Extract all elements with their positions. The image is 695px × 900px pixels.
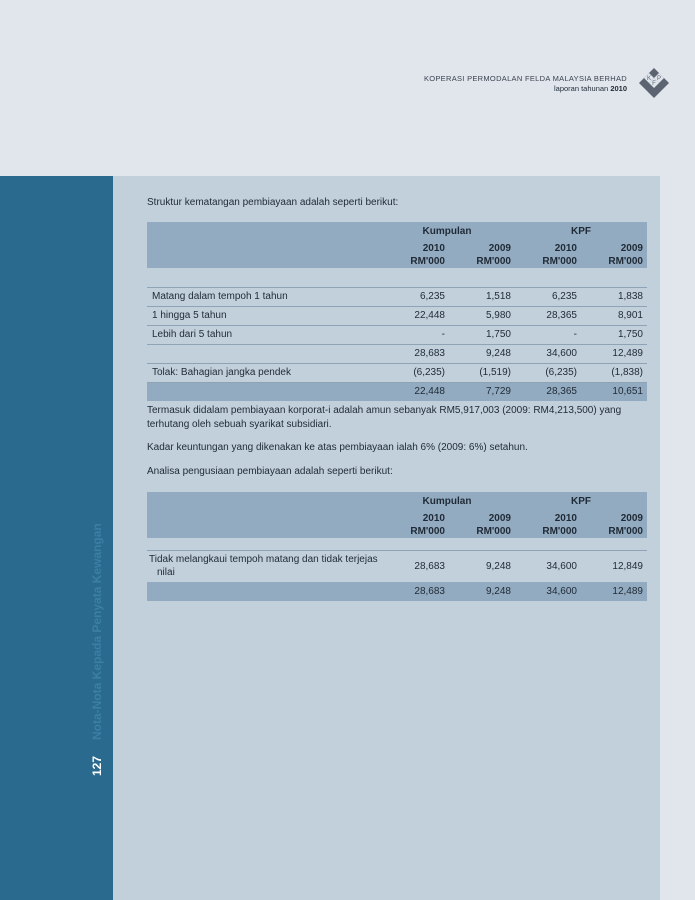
group-kumpulan: Kumpulan bbox=[379, 222, 515, 241]
table-group-header bbox=[147, 222, 647, 241]
column-header: 2010 RM'000 bbox=[515, 511, 581, 538]
group-kumpulan: Kumpulan bbox=[379, 492, 515, 511]
kpf-logo-icon bbox=[638, 67, 670, 99]
table-row: Matang dalam tempoh 1 tahun 6,235 1,518 6,235 1,838 bbox=[147, 287, 647, 306]
subtotal-row: 28,683 9,248 34,600 12,489 bbox=[147, 344, 647, 363]
profit-rate-note: Kadar keuntungan yang dikenakan ke atas pembiayaan ialah 6% (2009: 6%) setahun. bbox=[147, 442, 528, 453]
ageing-intro: Analisa pengusiaan pembiayaan adalah seperti berikut: bbox=[147, 466, 393, 477]
column-header: 2009 RM'000 bbox=[581, 511, 647, 538]
table-row: Tolak: Bahagian jangka pendek (6,235) (1,519) (6,235) (1,838) bbox=[147, 363, 647, 382]
table-column-header bbox=[147, 241, 647, 268]
column-header: 2010 RM'000 bbox=[515, 241, 581, 268]
corporate-financing-note: Termasuk didalam pembiayaan korporat-i adalah amun sebanyak RM5,917,003 (2009: RM4,213,500) yang terhutang oleh sebuah syarikat subsidiari. bbox=[147, 405, 622, 430]
group-kpf: KPF bbox=[515, 222, 647, 241]
row-label: Tidak melangkaui tempoh matang dan tidak terjejas nilai bbox=[147, 550, 379, 582]
report-title: laporan tahunan 2010 bbox=[554, 84, 627, 93]
column-header: 2009 RM'000 bbox=[449, 241, 515, 268]
logo-letter-p: P bbox=[656, 76, 662, 82]
total-row: 22,448 7,729 28,365 10,651 bbox=[147, 382, 647, 401]
table-column-header bbox=[147, 511, 647, 538]
table-row: Lebih dari 5 tahun - 1,750 - 1,750 bbox=[147, 325, 647, 344]
column-header: 2009 RM'000 bbox=[449, 511, 515, 538]
column-header: 2010 RM'000 bbox=[379, 511, 449, 538]
report-header bbox=[424, 73, 627, 94]
page-number: 127 bbox=[90, 756, 104, 777]
section-title: Nota-Nota Kepada Penyata Kewangan bbox=[90, 523, 104, 740]
column-header: 2009 RM'000 bbox=[581, 241, 647, 268]
group-kpf: KPF bbox=[515, 492, 647, 511]
organization-name: KOPERASI PERMODALAN FELDA MALAYSIA BERHAD bbox=[423, 74, 627, 83]
table-row: Tidak melangkaui tempoh matang dan tidak terjejas nilai 28,683 9,248 34,600 12,849 bbox=[147, 550, 647, 582]
logo-letter-f: F bbox=[652, 81, 656, 87]
right-margin bbox=[660, 176, 695, 900]
maturity-intro: Struktur kematangan pembiayaan adalah seperti berikut: bbox=[147, 197, 399, 208]
logo-letter-k: K bbox=[646, 76, 652, 82]
maturity-table bbox=[147, 222, 647, 401]
table-group-header bbox=[147, 492, 647, 511]
table-row: 1 hingga 5 tahun 22,448 5,980 28,365 8,901 bbox=[147, 306, 647, 325]
ageing-table bbox=[147, 492, 647, 601]
total-row: 28,683 9,248 34,600 12,489 bbox=[147, 582, 647, 601]
column-header: 2010 RM'000 bbox=[379, 241, 449, 268]
